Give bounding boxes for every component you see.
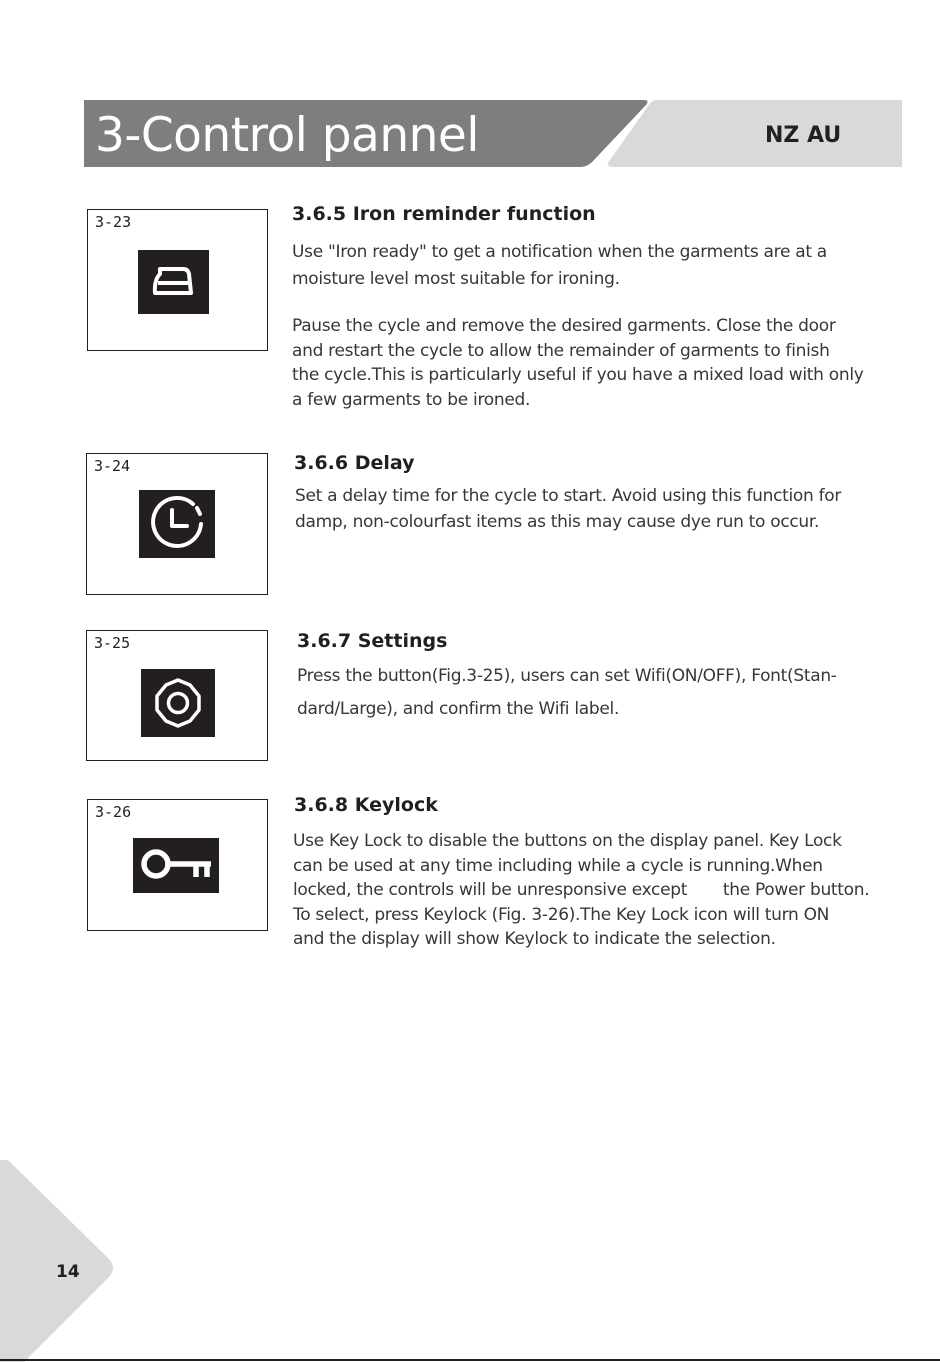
text-line: To select, press Keylock (Fig. 3-26).The Key Lock icon will turn ON — [293, 904, 830, 925]
figure-box-3-23 — [87, 209, 268, 351]
section-heading-iron-reminder: 3.6.5 Iron reminder function — [292, 203, 596, 225]
text-line: the cycle.This is particularly useful if you have a mixed load with only — [292, 365, 864, 385]
iron-reminder-paragraph-1 — [292, 239, 827, 293]
figure-label: 3-23 — [95, 213, 132, 231]
page-number: 14 — [56, 1262, 80, 1282]
keylock-paragraph — [293, 829, 869, 952]
text-line: Press the button(Fig.3-25), users can set Wifi(ON/OFF), Font(Stan- — [297, 666, 837, 686]
section-heading-settings: 3.6.7 Settings — [297, 630, 448, 652]
page-title: 3-Control pannel — [95, 108, 479, 163]
delay-paragraph — [295, 483, 841, 535]
settings-paragraph — [297, 660, 837, 726]
text-line: Use "Iron ready" to get a notification when the garments are at a — [292, 242, 827, 262]
gear-icon — [141, 669, 215, 737]
section-heading-delay: 3.6.6 Delay — [294, 452, 415, 474]
figure-label: 3-25 — [94, 634, 131, 652]
region-label: NZ AU — [765, 123, 842, 148]
key-icon — [133, 838, 219, 893]
text-line: dard/Large), and confirm the Wifi label. — [297, 699, 620, 719]
text-line: and the display will show Keylock to indicate the selection. — [293, 929, 776, 949]
figure-box-3-25 — [86, 630, 268, 761]
text-line: can be used at any time including while a cycle is running.When — [293, 855, 823, 876]
figure-label: 3-24 — [94, 457, 131, 475]
bottom-rule — [0, 1359, 940, 1361]
figure-label: 3-26 — [95, 803, 132, 821]
figure-box-3-24 — [86, 453, 268, 595]
text-line: locked, the controls will be unresponsive except the Power button. — [293, 880, 870, 900]
iron-icon — [138, 250, 209, 314]
text-line: Set a delay time for the cycle to start. Avoid using this function for — [295, 486, 842, 506]
section-heading-keylock: 3.6.8 Keylock — [294, 794, 438, 816]
page-corner-decoration — [0, 1160, 120, 1362]
iron-reminder-paragraph-2 — [292, 314, 864, 412]
text-line: Use Key Lock to disable the buttons on the display panel. Key Lock — [293, 831, 842, 851]
text-line: and restart the cycle to allow the remainder of garments to finish — [292, 340, 830, 361]
text-line: damp, non-colourfast items as this may cause dye run to occur. — [295, 512, 820, 532]
text-line: Pause the cycle and remove the desired garments. Close the door — [292, 316, 836, 336]
clock-icon — [139, 490, 215, 558]
region-band — [604, 100, 902, 167]
text-line: moisture level most suitable for ironing. — [292, 269, 620, 289]
figure-box-3-26 — [87, 799, 268, 931]
text-line: a few garments to be ironed. — [292, 389, 531, 410]
